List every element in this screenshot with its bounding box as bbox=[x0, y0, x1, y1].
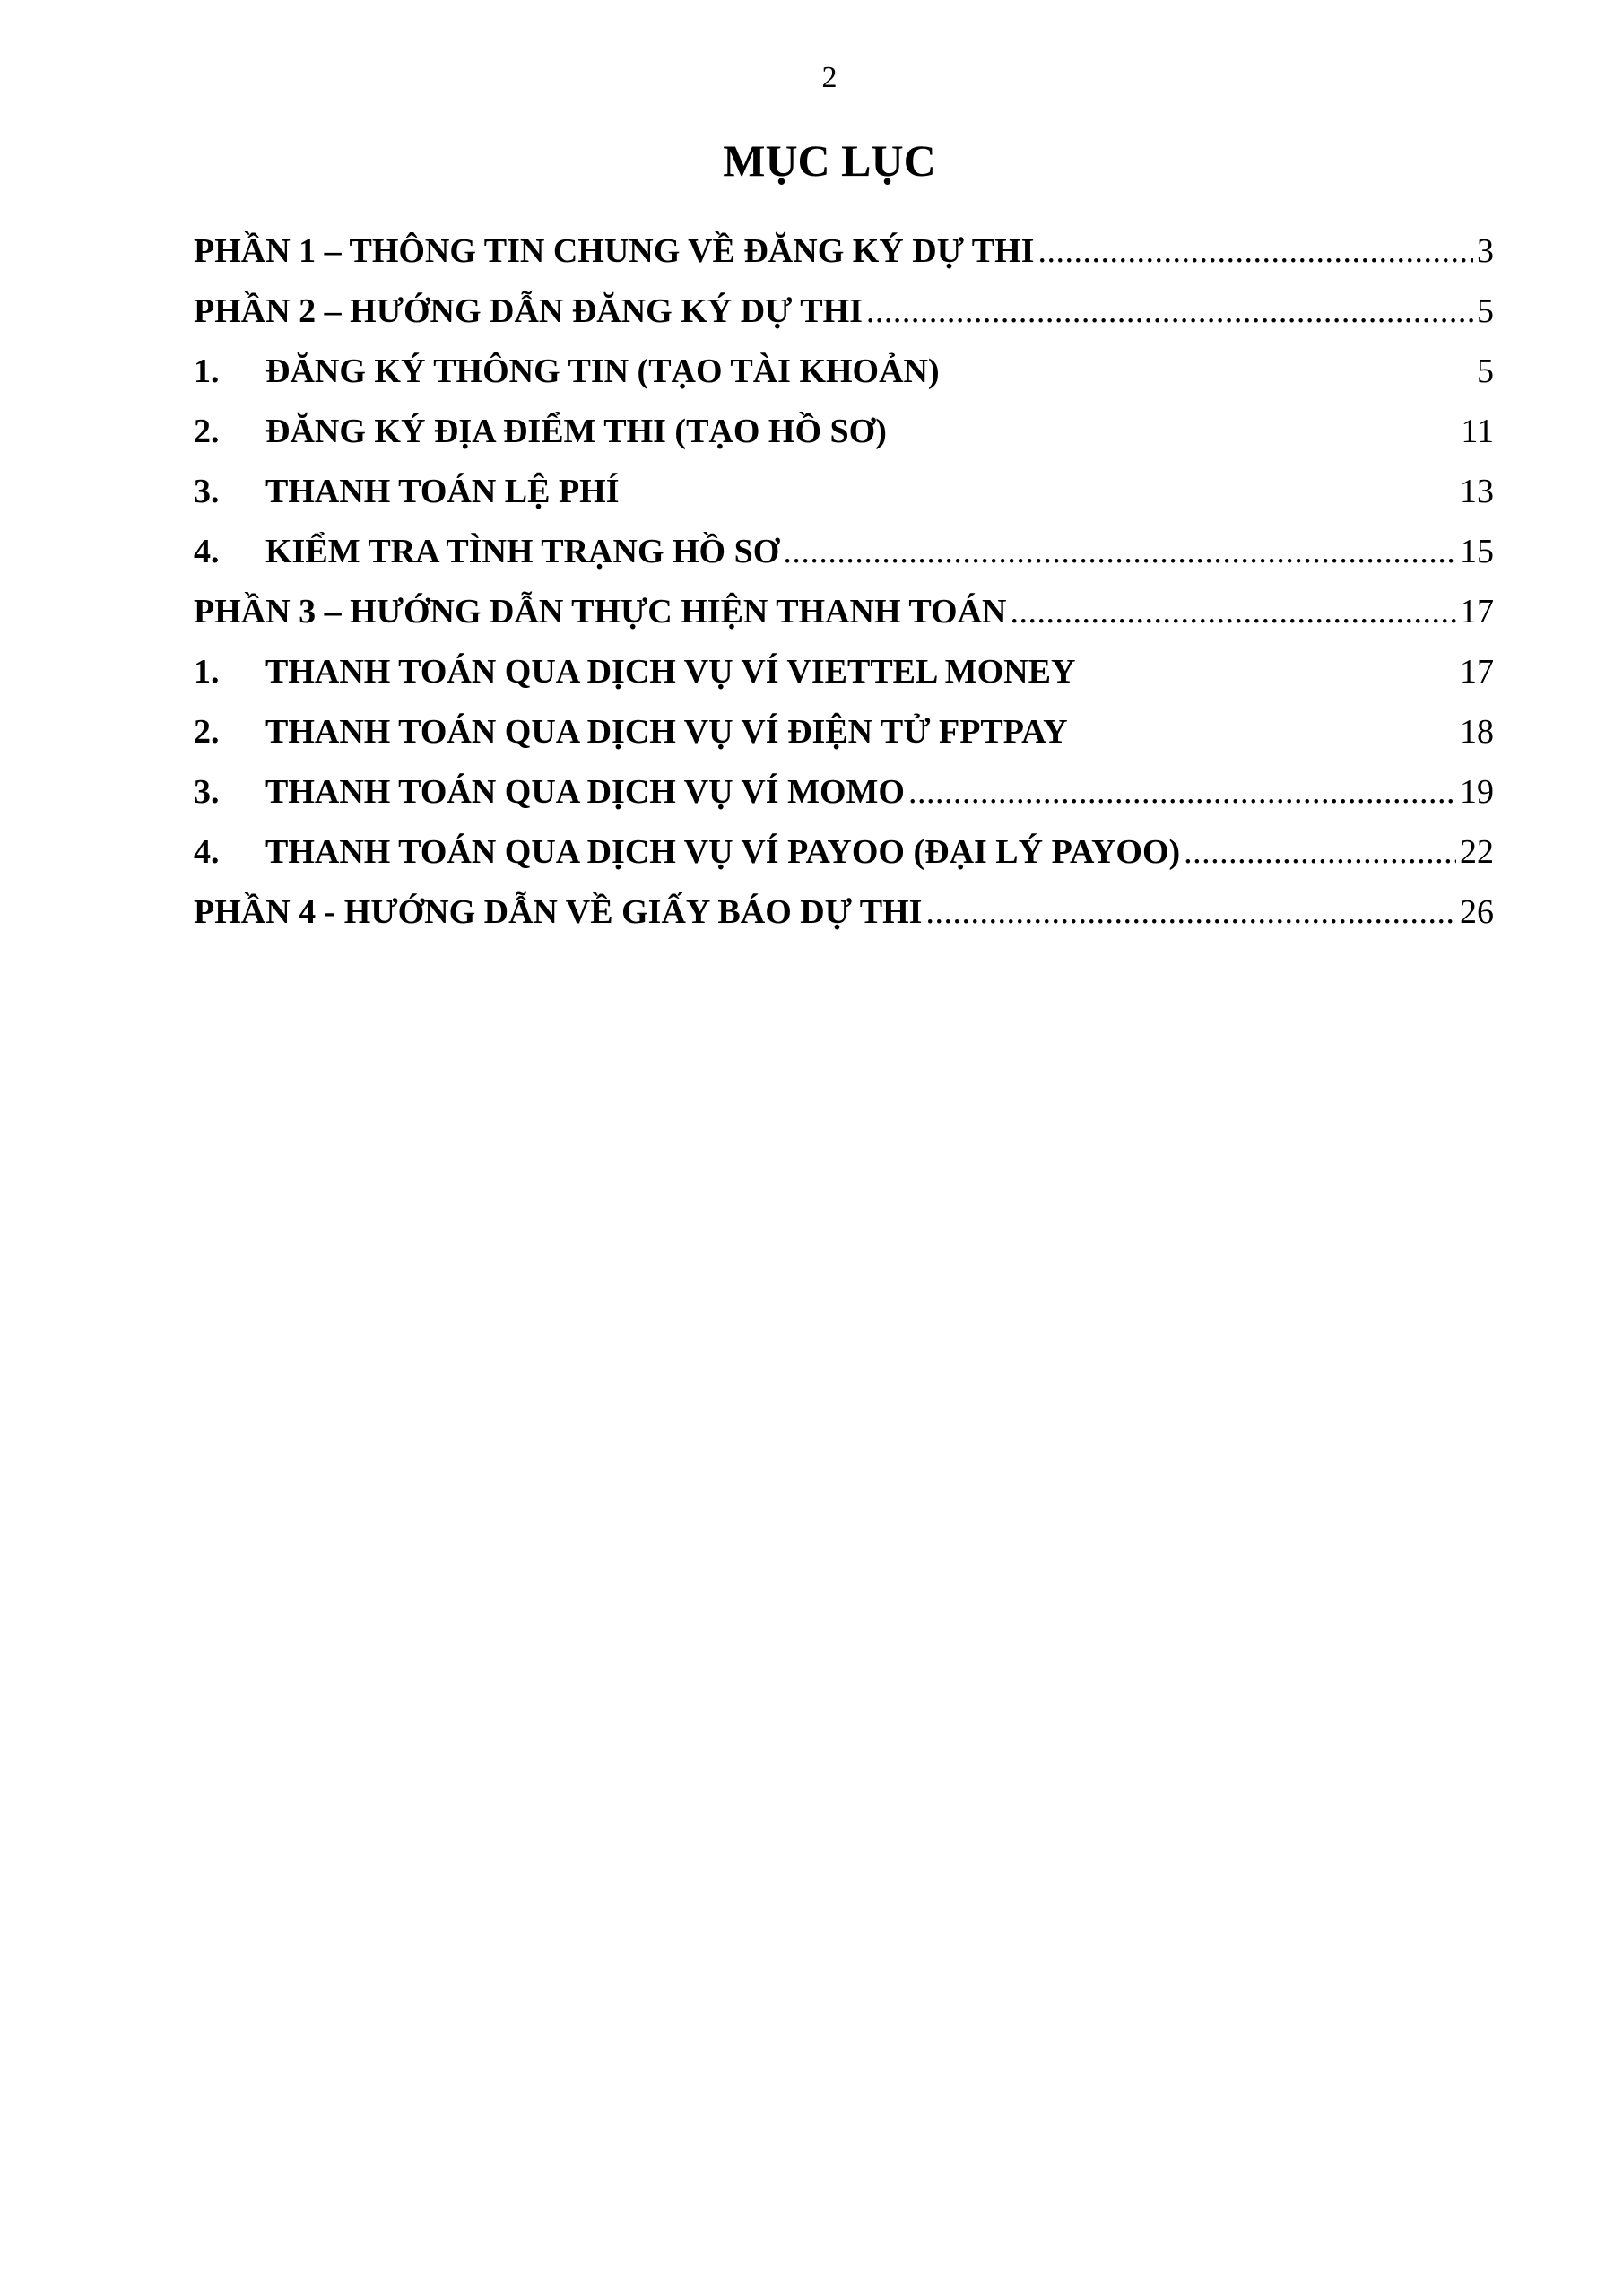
toc-title: MỤC LỤC bbox=[723, 135, 936, 186]
toc-entry-number: 1. bbox=[194, 653, 220, 691]
toc-entry[interactable] bbox=[194, 532, 1494, 592]
toc-entry[interactable] bbox=[194, 352, 1494, 412]
toc-entry-number: 3. bbox=[194, 473, 220, 510]
toc-entry-page: 18 bbox=[1460, 713, 1494, 751]
toc-entry-title: THANH TOÁN QUA DỊCH VỤ VÍ VIETTEL MONEY bbox=[265, 653, 1076, 691]
toc-entry[interactable] bbox=[194, 291, 1494, 352]
toc-entry[interactable] bbox=[194, 472, 1494, 532]
toc-entry-page: 17 bbox=[1460, 653, 1494, 691]
toc-entry-number: 2. bbox=[194, 413, 220, 450]
toc-entry-title: KIỂM TRA TÌNH TRẠNG HỒ SƠ bbox=[265, 533, 780, 570]
toc-dot-leader bbox=[1184, 832, 1456, 872]
toc-entry-title: PHẦN 1 – THÔNG TIN CHUNG VỀ ĐĂNG KÝ DỰ THI bbox=[194, 232, 1035, 270]
toc-entry-title: THANH TOÁN QUA DỊCH VỤ VÍ MOMO bbox=[265, 773, 905, 811]
toc-entry-page: 3 bbox=[1477, 232, 1494, 270]
table-of-contents bbox=[194, 231, 1494, 952]
toc-entry-number: 3. bbox=[194, 773, 220, 811]
toc-entry-page: 11 bbox=[1461, 413, 1494, 450]
toc-dot-leader bbox=[908, 772, 1456, 812]
toc-entry-page: 17 bbox=[1460, 593, 1494, 631]
toc-entry[interactable] bbox=[194, 592, 1494, 652]
toc-entry[interactable] bbox=[194, 832, 1494, 892]
toc-dot-leader bbox=[1037, 231, 1473, 271]
toc-dot-leader bbox=[866, 291, 1473, 331]
page-number: 2 bbox=[821, 61, 838, 94]
toc-entry-page: 13 bbox=[1460, 473, 1494, 510]
toc-entry-title: THANH TOÁN QUA DỊCH VỤ VÍ ĐIỆN TỬ FPTPAY bbox=[265, 713, 1068, 751]
toc-entry-number: 2. bbox=[194, 713, 220, 751]
toc-entry-page: 15 bbox=[1460, 533, 1494, 570]
toc-entry[interactable] bbox=[194, 892, 1494, 952]
toc-entry-title: ĐĂNG KÝ THÔNG TIN (TẠO TÀI KHOẢN) bbox=[265, 352, 940, 390]
toc-dot-leader bbox=[1010, 592, 1456, 631]
toc-entry[interactable] bbox=[194, 652, 1494, 712]
toc-entry-title: ĐĂNG KÝ ĐỊA ĐIỂM THI (TẠO HỒ SƠ) bbox=[265, 413, 887, 450]
toc-entry-title: PHẦN 3 – HƯỚNG DẪN THỰC HIỆN THANH TOÁN bbox=[194, 593, 1007, 631]
toc-entry-title: THANH TOÁN QUA DỊCH VỤ VÍ PAYOO (ĐẠI LÝ PAYOO) bbox=[265, 833, 1181, 871]
toc-entry-page: 5 bbox=[1477, 292, 1494, 330]
toc-entry-title: PHẦN 2 – HƯỚNG DẪN ĐĂNG KÝ DỰ THI bbox=[194, 292, 863, 330]
toc-entry-number: 1. bbox=[194, 352, 220, 390]
toc-entry[interactable] bbox=[194, 772, 1494, 832]
toc-entry-title: THANH TOÁN LỆ PHÍ bbox=[265, 473, 620, 510]
toc-entry[interactable] bbox=[194, 231, 1494, 291]
toc-dot-leader bbox=[783, 532, 1456, 571]
toc-entry-number: 4. bbox=[194, 533, 220, 570]
toc-entry-page: 5 bbox=[1477, 352, 1494, 390]
toc-dot-leader bbox=[925, 892, 1456, 932]
toc-entry-title: PHẦN 4 - HƯỚNG DẪN VỀ GIẤY BÁO DỰ THI bbox=[194, 893, 923, 931]
toc-entry-page: 26 bbox=[1460, 893, 1494, 931]
toc-entry[interactable] bbox=[194, 712, 1494, 772]
toc-entry-page: 22 bbox=[1460, 833, 1494, 871]
toc-entry[interactable] bbox=[194, 412, 1494, 472]
toc-entry-page: 19 bbox=[1460, 773, 1494, 811]
toc-entry-number: 4. bbox=[194, 833, 220, 871]
